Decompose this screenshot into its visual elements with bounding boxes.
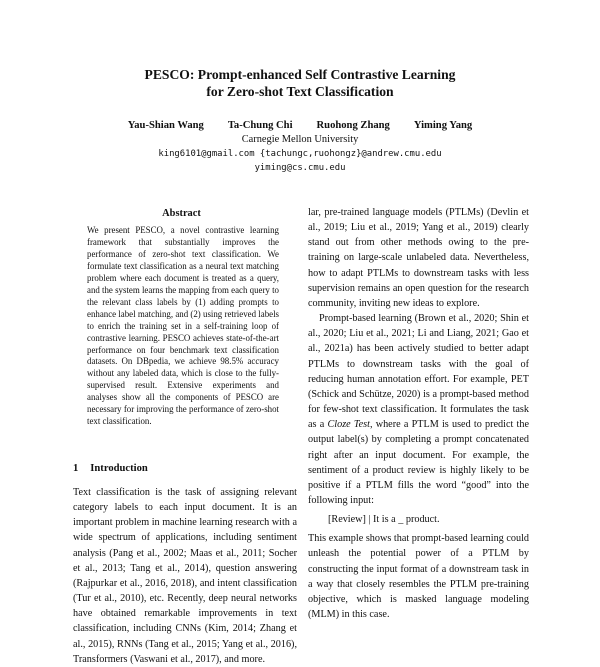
prompt-example: [Review] | It is a _ product.	[328, 514, 440, 526]
para2-italic: Cloze Test	[327, 419, 370, 431]
email-line-1: king6101@gmail.com {tachungc,ruohongz}@andrew.cmu.edu	[158, 149, 442, 159]
author-1: Yau-Shian Wang	[127, 120, 204, 131]
author-3: Ruohong Zhang	[316, 120, 390, 131]
right-paragraph-2	[308, 311, 529, 508]
section-number: 1	[73, 463, 79, 474]
para2-rest: , where a PTLM is used to predict the output label(s) by completing a prompt concatenated right after an input document. For example, the sentiment of a product review is highly likely to be positive if a PTLM fills the word “good” into the following input:	[308, 419, 529, 506]
section-title: Introduction	[90, 463, 148, 474]
title-line-2: for Zero-shot Text Classification	[206, 84, 394, 99]
introduction-paragraph: Text classification is the task of assigning relevant category labels to each input document. It is an important problem in machine learning research with a wide spectrum of applications, including sentiment analysis (Pang et al., 2002; Maas et al., 2011; Socher et al., 2013; Tang et al., 2014), question answering (Rajpurkar et al., 2016, 2018), and intent classification (Tur et al., 2010), etc. Recently, deep neural networks have obtained remarkable improvements in text classification, including CNNs (Kim, 2014; Zhang et al., 2015), RNNs (Tang et al., 2015; Yang et al., 2016), Transformers (Vaswani et al., 2017), and more.	[73, 487, 297, 665]
author-list	[0, 120, 600, 131]
author-2: Ta-Chung Chi	[227, 120, 293, 131]
abstract-text: We present PESCO, a novel contrastive learning framework that substantially improves the performance of zero-shot text classification. We formulate text classification as a neural text matching problem where each document is treated as a query, and the system learns the mapping from each query to the relevant class labels by (1) adding prompts to enhance label matching, and (2) using retrieved labels to enrich the training set in a self-training loop of contrastive learning. PESCO achieves state-of-the-art performance on four benchmark text classification datasets. On DBpedia, we achieve 98.5% accuracy without any labeled data, which is close to the fully-supervised result. Extensive experiments and analyses show all the components of PESCO are necessary for improving the performance of zero-shot text classification.	[87, 225, 279, 427]
right-paragraph-1: lar, pre-trained language models (PTLMs) (Devlin et al., 2019; Liu et al., 2019; Yang et al., 2019) clearly stand out from other methods owing to the pre-training on large-scale unlabeled data. Nevertheless, how to adapt PTLMs to downstream tasks with less supervision remains an open question for the research community, inviting new ideas to explore.	[308, 207, 529, 309]
right-column	[308, 205, 529, 621]
right-paragraph-3: This example shows that prompt-based learning could unleash the potential power of a PTLM by constructing the input format of a downstream task in a way that closely resembles the PTLM pre-training objective, which is masked language modeling (MLM) in this case.	[308, 533, 529, 621]
abstract-heading: Abstract	[162, 208, 201, 219]
section-heading-introduction	[73, 463, 148, 474]
title-line-1: PESCO: Prompt-enhanced Self Contrastive Learning	[144, 67, 456, 82]
para2-text: Prompt-based learning (Brown et al., 2020; Shin et al., 2020; Liu et al., 2021; Li and Liang, 2021; Gao et al., 2021a) has been actively studied to better adapt PTLMs to downstream tasks with the goal of reducing human annotation effort. For example, PET (Schick and Schütze, 2020) is a prompt-based method for few-shot text classification. It formulates the task as a	[308, 313, 529, 431]
affiliation: Carnegie Mellon University	[241, 134, 359, 145]
email-line-2: yiming@cs.cmu.edu	[254, 163, 346, 173]
author-4: Yiming Yang	[413, 120, 473, 131]
paper-title	[0, 66, 600, 100]
introduction-column	[73, 485, 297, 665]
